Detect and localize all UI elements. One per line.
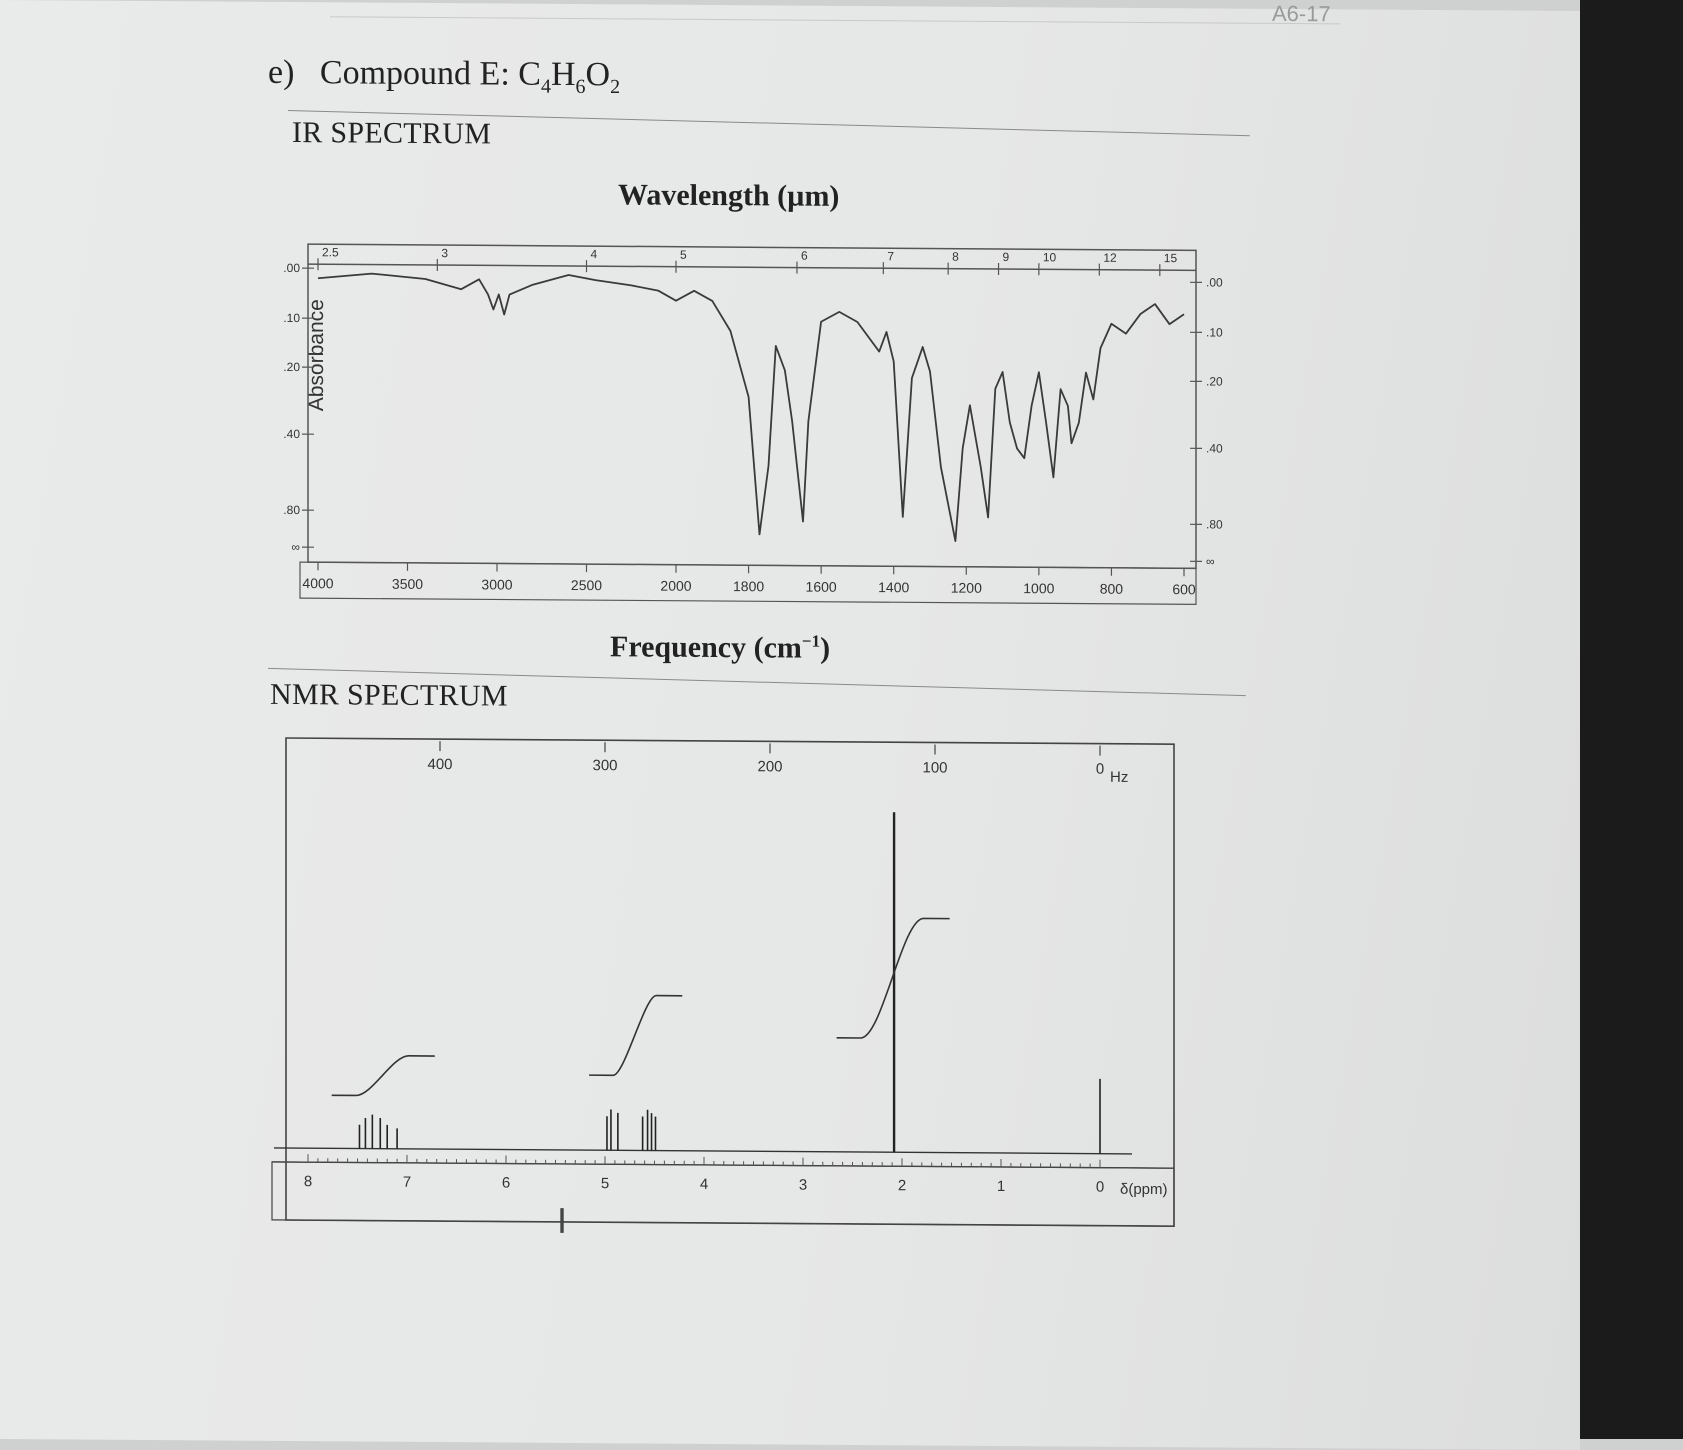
ir-y-tick-label-right: .20	[1206, 374, 1223, 388]
formula-count: 6	[576, 76, 586, 98]
ir-wavelength-tick-label: 9	[1003, 250, 1010, 264]
ir-frequency-title: Frequency $(cm^{-1})$	[610, 630, 830, 666]
ir-x-tick-label: 3500	[392, 576, 423, 592]
nmr-hz-tick-label: 100	[922, 759, 947, 776]
ir-wavelength-tick-label: 5	[680, 248, 687, 262]
formula-count: 2	[610, 76, 620, 98]
problem-text: Compound E:	[320, 54, 518, 92]
nmr-hz-tick-label: 0	[1096, 761, 1104, 778]
text-cursor-icon: I	[557, 1202, 567, 1242]
ir-y-tick-label-right: .80	[1206, 517, 1223, 531]
ir-y-tick-label-left: .10	[283, 311, 300, 325]
ir-y-tick-label-right: .10	[1206, 325, 1223, 339]
formula-element: C	[518, 56, 541, 93]
nmr-ppm-tick-label: 1	[997, 1178, 1005, 1195]
ir-x-tick-label: 2000	[660, 578, 691, 594]
nmr-ppm-tick-label: 5	[601, 1175, 609, 1192]
ir-y-tick-label-left: .20	[283, 360, 300, 374]
ir-y-axis-title: Absorbance	[305, 299, 328, 411]
ir-y-tick-label-left: .40	[283, 427, 300, 441]
ir-y-tick-label-left: .00	[283, 261, 300, 275]
ir-x-tick-label: 1600	[806, 579, 837, 595]
ir-x-tick-label: 800	[1100, 581, 1124, 597]
ir-wavelength-tick-label: 8	[952, 250, 959, 264]
formula-element: O	[586, 56, 611, 93]
nmr-hz-unit: Hz	[1110, 769, 1128, 786]
formula-element: H	[551, 56, 576, 93]
ir-wavelength-tick-label: 7	[887, 249, 894, 263]
ir-wavelength-tick-label: 2.5	[322, 245, 339, 259]
nmr-ppm-tick-label: 8	[304, 1173, 312, 1190]
nmr-hz-tick-label: 200	[757, 758, 782, 775]
ir-y-tick-label-right: .40	[1206, 441, 1223, 455]
nmr-ppm-tick-label: 0	[1096, 1179, 1104, 1196]
ir-y-tick-label-right: ∞	[1206, 554, 1215, 568]
ir-x-tick-label: 1800	[733, 578, 764, 594]
ir-wavelength-tick-label: 12	[1103, 251, 1117, 265]
problem-label: e)	[268, 54, 294, 91]
ir-y-tick-label-left: ∞	[291, 540, 300, 554]
nmr-baseline	[274, 1148, 1132, 1154]
nmr-integral-curve	[589, 995, 682, 1076]
nmr-ppm-tick-label: 6	[502, 1175, 510, 1192]
nmr-integral-curve	[332, 1055, 435, 1096]
ir-wavelength-tick-label: 3	[441, 246, 448, 260]
nmr-ppm-unit: δ(ppm)	[1120, 1181, 1168, 1198]
ir-x-tick-label: 1000	[1023, 580, 1054, 596]
nmr-ppm-tick-label: 3	[799, 1177, 807, 1194]
ir-wavelength-title: Wavelength (µm)	[618, 178, 839, 214]
ir-wavelength-tick-label: 4	[591, 247, 598, 261]
nmr-hz-tick-label: 300	[592, 757, 617, 774]
ir-wavelength-tick-label: 6	[801, 249, 808, 263]
ir-x-tick-label: 1400	[878, 579, 909, 595]
ir-x-tick-label: 600	[1172, 581, 1196, 597]
nmr-ppm-tick-label: 4	[700, 1176, 708, 1193]
nmr-ppm-tick-label: 2	[898, 1177, 906, 1194]
ir-wavelength-tick-label: 10	[1043, 250, 1057, 264]
ir-x-tick-label: 2500	[571, 577, 602, 593]
page-number: A6-17	[1272, 1, 1331, 27]
nmr-hz-tick-label: 400	[427, 756, 452, 773]
ir-y-tick-label-left: .80	[283, 503, 300, 517]
ir-y-tick-label-right: .00	[1206, 275, 1223, 289]
ir-wavelength-tick-label: 15	[1164, 251, 1178, 265]
screen-bezel	[1580, 0, 1683, 1439]
ir-section-title: IR SPECTRUM	[292, 116, 491, 151]
formula-count: 4	[541, 76, 551, 98]
nmr-section-title: NMR SPECTRUM	[270, 678, 508, 714]
ir-x-tick-label: 1200	[951, 580, 982, 596]
ir-x-tick-label: 4000	[302, 575, 333, 591]
nmr-ppm-tick-label: 7	[403, 1174, 411, 1191]
ir-x-tick-label: 3000	[481, 576, 512, 592]
nmr-ppm-axis-box	[272, 1162, 1174, 1226]
